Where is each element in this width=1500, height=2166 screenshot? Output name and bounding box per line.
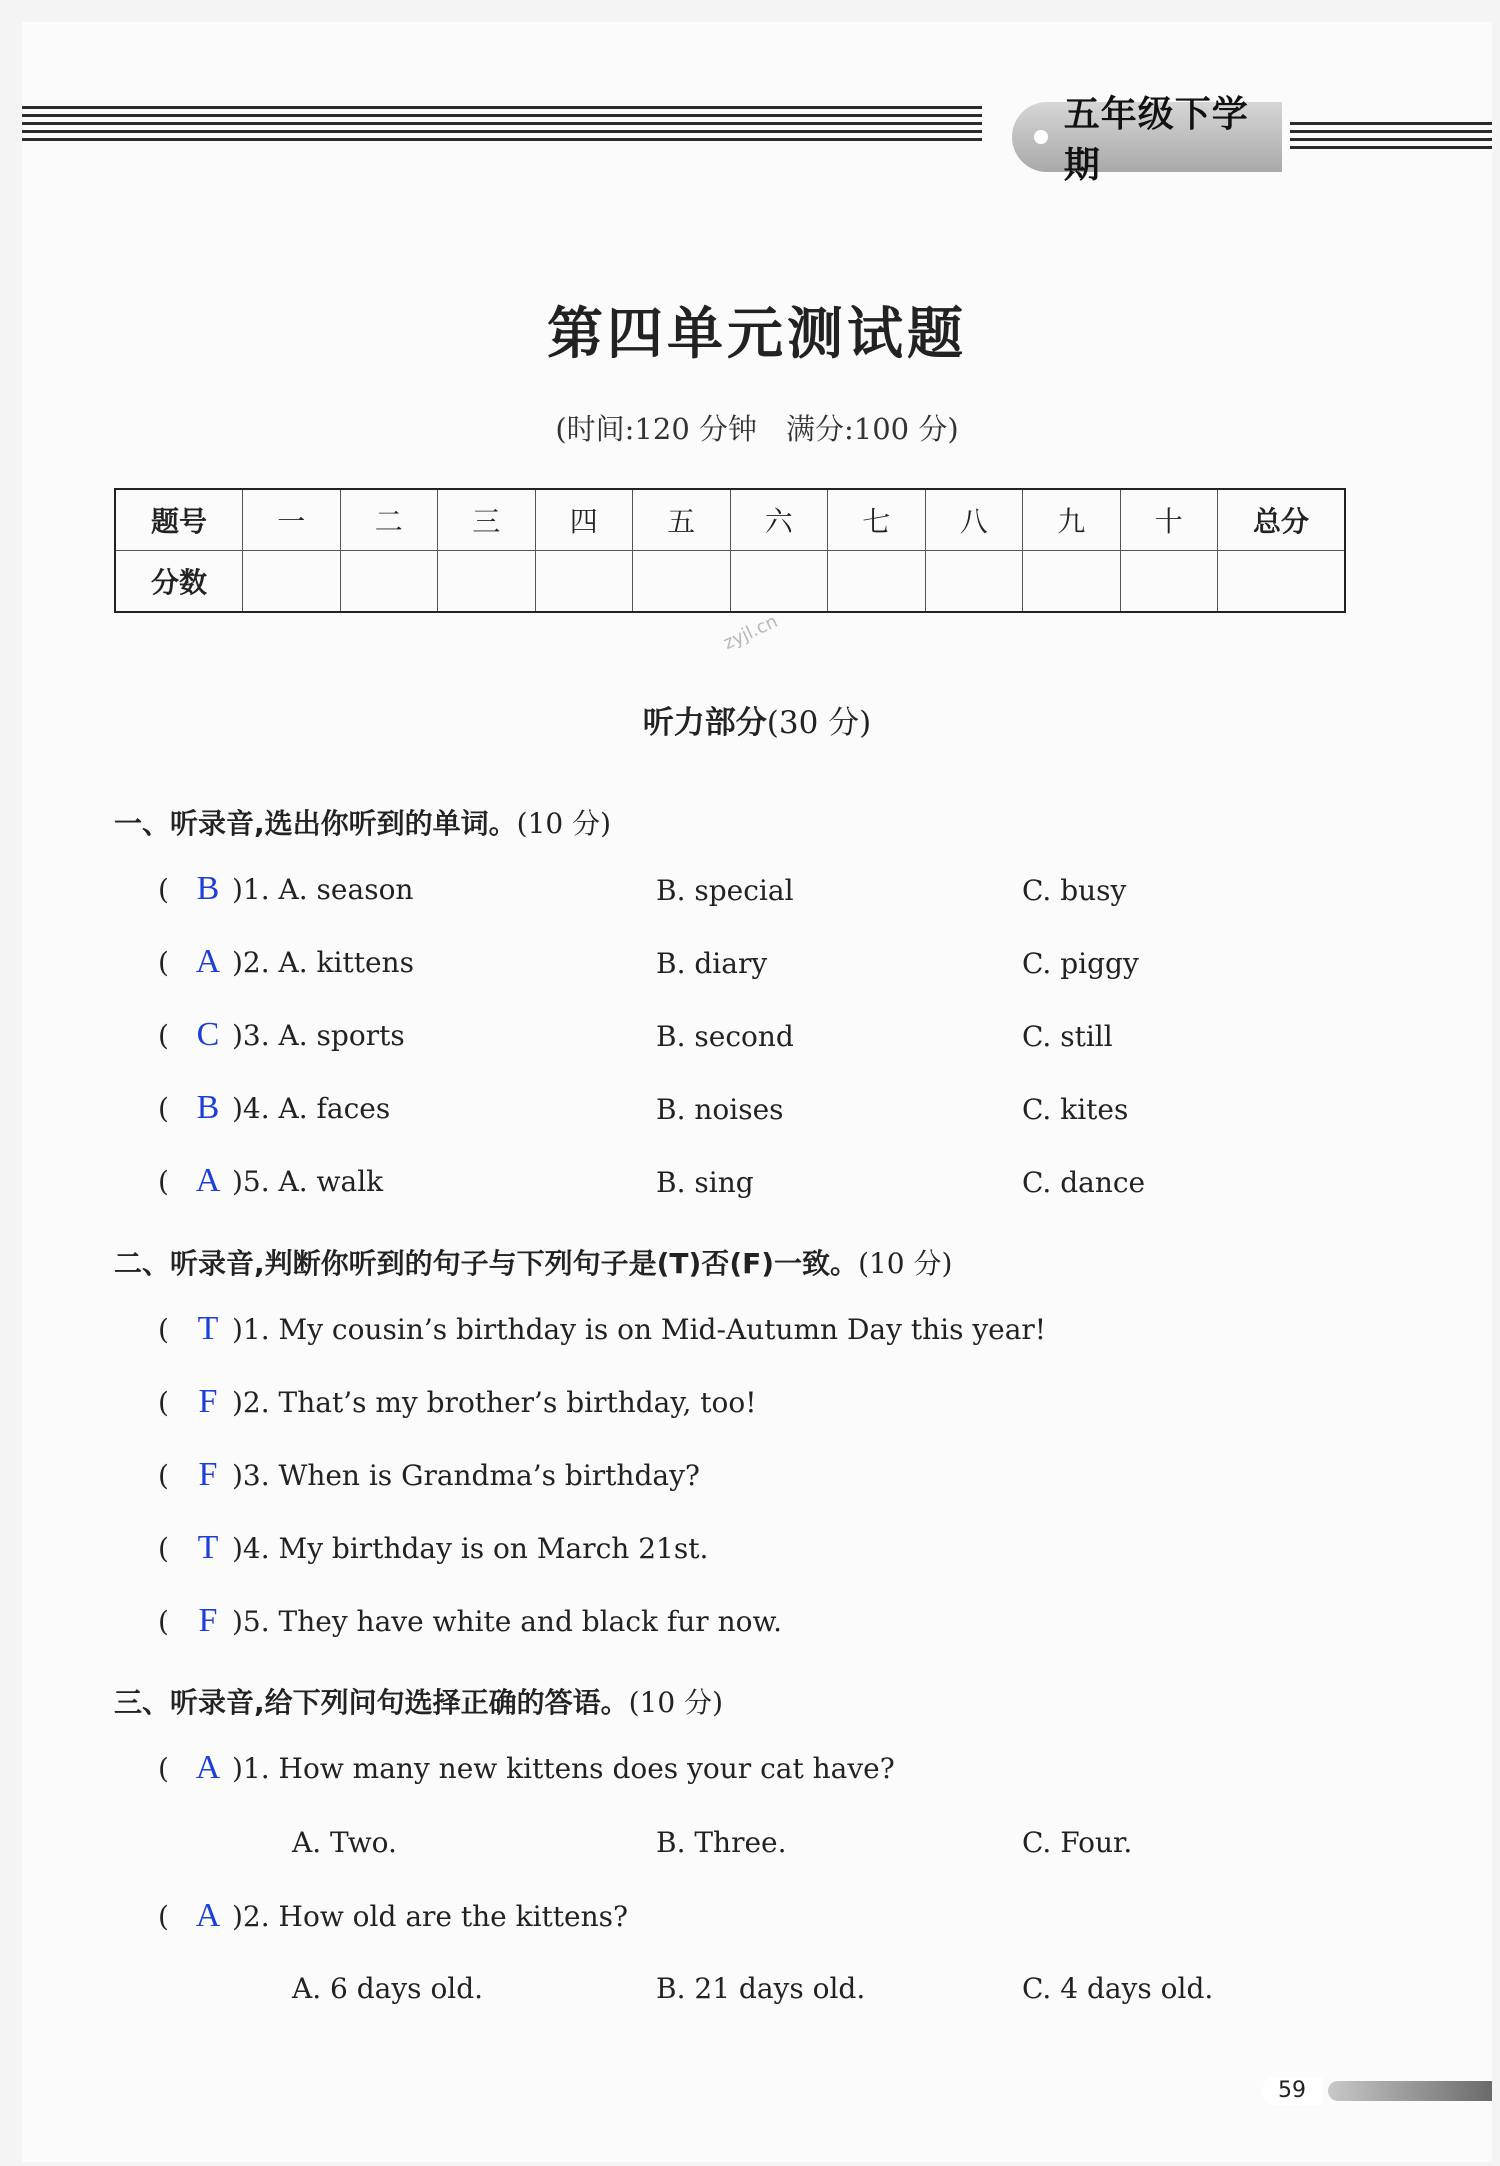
answer-blank[interactable]: B	[196, 1089, 220, 1126]
option-a: A. 6 days old.	[292, 1972, 484, 2005]
score-cell[interactable]	[1120, 551, 1218, 613]
grade-tab	[1012, 94, 1282, 186]
page-title: 第四单元测试题	[547, 301, 967, 367]
score-table	[114, 488, 1346, 613]
question-text: )1. My cousin’s birthday is on Mid-Autumn Day this year!	[232, 1313, 1047, 1346]
score-table-row-label: 分数	[115, 551, 243, 613]
exam-info: (时间:120 分钟 满分:100 分)	[555, 412, 959, 446]
score-cell[interactable]	[633, 551, 731, 613]
paren: (	[158, 1459, 169, 1492]
paren: (	[158, 946, 169, 979]
option-b: B. noises	[656, 1093, 784, 1126]
answer-blank[interactable]: F	[198, 1383, 218, 1420]
paren: (	[158, 1605, 169, 1638]
option-c: C. Four.	[1022, 1826, 1133, 1859]
question-text: )2. How old are the kittens?	[232, 1900, 629, 1933]
option-b: B. 21 days old.	[656, 1972, 866, 2005]
paren: (	[158, 1900, 169, 1933]
question-text: )4. A. faces	[232, 1092, 391, 1125]
answer-blank[interactable]: T	[197, 1310, 219, 1347]
page	[22, 22, 1492, 2162]
paren: (	[158, 873, 169, 906]
score-table-col: 六	[730, 489, 828, 551]
score-table-col: 三	[438, 489, 536, 551]
question-text: )3. A. sports	[232, 1019, 405, 1052]
score-cell[interactable]	[828, 551, 926, 613]
question-row	[158, 1897, 628, 1935]
answer-blank[interactable]: A	[195, 1897, 221, 1934]
question-row	[158, 870, 413, 908]
page-number: 59	[1262, 2077, 1322, 2105]
score-cell[interactable]	[925, 551, 1023, 613]
grade-label: 五年级下学期	[1063, 94, 1249, 186]
question-text: )1. How many new kittens does your cat have?	[232, 1752, 895, 1785]
bullet-icon	[1034, 130, 1048, 144]
header-stripes-left	[22, 106, 982, 152]
score-table-col: 五	[633, 489, 731, 551]
question-row	[158, 1089, 390, 1127]
question-row	[158, 1602, 782, 1640]
option-c: C. 4 days old.	[1022, 1972, 1214, 2005]
option-a: A. Two.	[292, 1826, 397, 1859]
answer-blank[interactable]: A	[195, 1749, 221, 1786]
question-text: )2. A. kittens	[232, 946, 414, 979]
option-b: B. special	[656, 874, 794, 907]
question-text: )1. A. season	[232, 873, 414, 906]
score-table-col: 二	[340, 489, 438, 551]
question-text: )4. My birthday is on March 21st.	[232, 1532, 709, 1565]
question-row	[158, 1529, 708, 1567]
score-cell[interactable]	[438, 551, 536, 613]
question-row	[158, 1016, 405, 1054]
option-c: C. still	[1022, 1020, 1113, 1053]
answer-blank[interactable]: B	[196, 870, 220, 907]
score-cell[interactable]	[243, 551, 341, 613]
paren: (	[158, 1165, 169, 1198]
paren: (	[158, 1092, 169, 1125]
section-heading-points: (30 分)	[766, 705, 872, 741]
answer-blank[interactable]: A	[195, 943, 221, 980]
question-text: )3. When is Grandma’s birthday?	[232, 1459, 700, 1492]
score-table-col: 十	[1120, 489, 1218, 551]
question-text: )5. They have white and black fur now.	[232, 1605, 783, 1638]
score-table-col: 七	[828, 489, 926, 551]
part2-title-text: 二、听录音,判断你听到的句子与下列句子是(T)否(F)一致。	[114, 1247, 859, 1280]
part1-title-text: 一、听录音,选出你听到的单词。	[114, 807, 517, 840]
score-table-header-row	[115, 489, 1345, 551]
score-table-row-label: 题号	[115, 489, 243, 551]
section-heading-label: 听力部分	[642, 705, 767, 741]
part1-title	[114, 802, 611, 842]
footer-bar	[1328, 2081, 1492, 2101]
score-table-score-row	[115, 551, 1345, 613]
answer-blank[interactable]: F	[198, 1456, 218, 1493]
paren: (	[158, 1313, 169, 1346]
option-b: B. diary	[656, 947, 768, 980]
part2-title	[114, 1242, 952, 1282]
part2-points: (10 分)	[858, 1247, 953, 1280]
question-text: )5. A. walk	[232, 1165, 384, 1198]
answer-blank[interactable]: F	[198, 1602, 218, 1639]
part3-title	[114, 1681, 723, 1721]
score-cell[interactable]	[1023, 551, 1121, 613]
question-row	[158, 1383, 757, 1421]
score-cell[interactable]	[535, 551, 633, 613]
part1-points: (10 分)	[516, 807, 612, 840]
score-table-col: 九	[1023, 489, 1121, 551]
answer-blank[interactable]: T	[197, 1529, 219, 1566]
option-b: B. second	[656, 1020, 794, 1053]
question-row	[158, 1749, 895, 1787]
header-stripes-right	[1290, 122, 1492, 168]
question-row	[158, 1310, 1046, 1348]
part3-points: (10 分)	[628, 1686, 724, 1719]
option-c: C. dance	[1022, 1166, 1146, 1199]
question-row	[158, 943, 414, 981]
score-cell[interactable]	[1218, 551, 1346, 613]
paren: (	[158, 1752, 169, 1785]
page-footer	[1262, 2077, 1492, 2105]
option-c: C. kites	[1022, 1093, 1129, 1126]
answer-blank[interactable]: C	[196, 1016, 220, 1053]
score-table-col: 一	[243, 489, 341, 551]
question-row	[158, 1456, 700, 1494]
score-cell[interactable]	[730, 551, 828, 613]
section-heading	[22, 697, 1492, 742]
score-cell[interactable]	[340, 551, 438, 613]
paren: (	[158, 1019, 169, 1052]
watermark: zyjl.cn	[720, 610, 781, 655]
score-table-col: 四	[535, 489, 633, 551]
part3-title-text: 三、听录音,给下列问句选择正确的答语。	[114, 1686, 629, 1719]
option-b: B. sing	[656, 1166, 754, 1199]
question-text: )2. That’s my brother’s birthday, too!	[232, 1386, 757, 1419]
paren: (	[158, 1386, 169, 1419]
question-row	[158, 1162, 383, 1200]
option-c: C. busy	[1022, 874, 1127, 907]
answer-blank[interactable]: A	[195, 1162, 221, 1199]
score-table-col: 八	[925, 489, 1023, 551]
option-b: B. Three.	[656, 1826, 787, 1859]
paren: (	[158, 1532, 169, 1565]
option-c: C. piggy	[1022, 947, 1139, 980]
score-table-total: 总分	[1218, 489, 1346, 551]
